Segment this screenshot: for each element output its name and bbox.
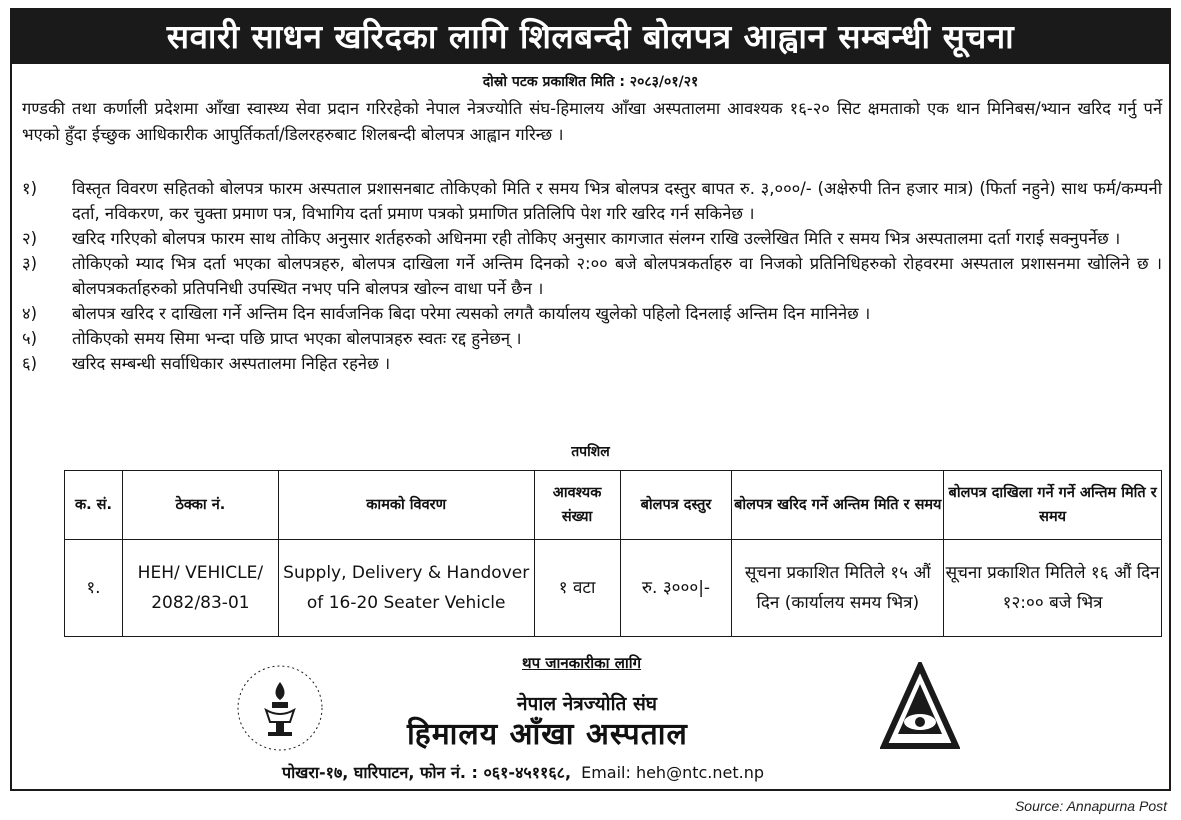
- cell-purchase-deadline: सूचना प्रकाशित मितिले १५ औं दिन (कार्यालय समय भित्र): [732, 540, 944, 637]
- org-name-line2: हिमालय आँखा अस्पताल: [407, 717, 688, 752]
- contact-label: थप जानकारीका लागि: [522, 654, 642, 672]
- cell-quantity: १ वटा: [534, 540, 620, 637]
- col-header-quantity: आवश्यक संख्या: [534, 471, 620, 540]
- condition-item: ३) तोकिएको म्याद भित्र दर्ता भएका बोलपत्रहरु, बोलपत्र दाखिला गर्ने अन्तिम दिनको २:०० बजे बोलपत्रकर्ताहरु वा निजको प्रतिनिधिहरुको रोहवरमा अस्पताल प्रशासनमा खोलिने छ । बोलपत्रकर्ताहरुको प्रतिपनिधी उपस्थित नभए पनि बोलपत्र खोल्न वाधा पर्ने छैन ।: [22, 254, 1162, 298]
- source-credit: Source: Annapurna Post: [1014, 798, 1167, 814]
- table-header-row: [65, 471, 1162, 540]
- cell-submission-deadline: सूचना प्रकाशित मितिले १६ औं दिन १२:०० बजे भित्र: [944, 540, 1162, 637]
- col-header-contract-no: ठेक्का नं.: [122, 471, 278, 540]
- condition-item: १) विस्तृत विवरण सहितको बोलपत्र फारम अस्पताल प्रशासनबाट तोकिएको मिति र समय भित्र बोलपत्र दस्तुर बापत रु. ३,०००/- (अक्षेरुपी तिन हजार मात्र) (फिर्ता नहुने) साथ फर्म/कम्पनी दर्ता, नविकरण, कर चुक्ता प्रमाण पत्र, विभागिय दर्ता प्रमाण पत्रको प्रमाणित प्रतिलिपि पेश गरि खरिद गर्न सकिनेछ ।: [22, 179, 1162, 223]
- intro-paragraph: गण्डकी तथा कर्णाली प्रदेशमा आँखा स्वास्थ्य सेवा प्रदान गरिरहेको नेपाल नेत्रज्योति संघ-हिमालय आँखा अस्पतालमा आवश्यक १६-२० सिट क्षमताको एक थान मिनिबस/भ्यान खरिद गर्नु पर्ने भएको हुँदा ईच्छुक आधिकारीक आपुर्तिकर्ता/डिलरहरुबाट शिलबन्दी बोलपत्र आह्वान गरिन्छ ।: [22, 99, 1162, 144]
- conditions-list: [22, 176, 1162, 376]
- cell-sn: १.: [65, 540, 123, 637]
- col-header-fee: बोलपत्र दस्तुर: [620, 471, 732, 540]
- mountain-eye-icon: [880, 662, 960, 750]
- condition-item: २) खरिद गरिएको बोलपत्र फारम साथ तोकिए अनुसार शर्तहरुको अधिनमा रही तोकिए अनुसार कागजात संलग्न राखि उल्लेखित मिति र समय भित्र अस्पतालमा दर्ता गराई सक्नुपर्नेछ ।: [22, 229, 1121, 248]
- address-line: [282, 761, 764, 783]
- published-date: दोस्रो पटक प्रकाशित मिति : २०८३/०१/२१: [482, 74, 699, 90]
- col-header-sn: क. सं.: [65, 471, 123, 540]
- col-header-submission-deadline: बोलपत्र दाखिला गर्ने गर्ने अन्तिम मिति र समय: [944, 471, 1162, 540]
- table-row: [65, 540, 1162, 637]
- condition-item: ५) तोकिएको समय सिमा भन्दा पछि प्राप्त भएका बोलपात्रहरु स्वतः रद्द हुनेछन् ।: [22, 329, 522, 348]
- notice-title: सवारी साधन खरिदका लागि शिलबन्दी बोलपत्र आह्वान सम्बन्धी सूचना: [12, 10, 1169, 64]
- cell-description: Supply, Delivery & Handover of 16-20 Seater Vehicle: [278, 540, 534, 637]
- org-name-line1: नेपाल नेत्रज्योति संघ: [517, 693, 658, 715]
- lamp-seal-icon: [234, 662, 326, 754]
- condition-item: ४) बोलपत्र खरिद र दाखिला गर्ने अन्तिम दिन सार्वजनिक बिदा परेमा त्यसको लगतै कार्यालय खुलेको पहिलो दिनलाई अन्तिम दिन मानिनेछ ।: [22, 304, 871, 323]
- email-text: Email: heh@ntc.net.np: [581, 763, 765, 782]
- address-text: पोखरा-१७, घारिपाटन, फोन नं. : ०६१-४५११६८,: [282, 763, 572, 782]
- schedule-table: [64, 470, 1162, 637]
- col-header-purchase-deadline: बोलपत्र खरिद गर्ने अन्तिम मिति र समय: [732, 471, 944, 540]
- condition-item: ६) खरिद सम्बन्धी सर्वाधिकार अस्पतालमा निहित रहनेछ ।: [22, 354, 391, 373]
- schedule-caption: तपशिल: [571, 444, 610, 460]
- cell-fee: रु. ३०००|-: [620, 540, 732, 637]
- tender-notice: [10, 8, 1171, 791]
- col-header-description: कामको विवरण: [278, 471, 534, 540]
- cell-contract-no: HEH/ VEHICLE/ 2082/83-01: [122, 540, 278, 637]
